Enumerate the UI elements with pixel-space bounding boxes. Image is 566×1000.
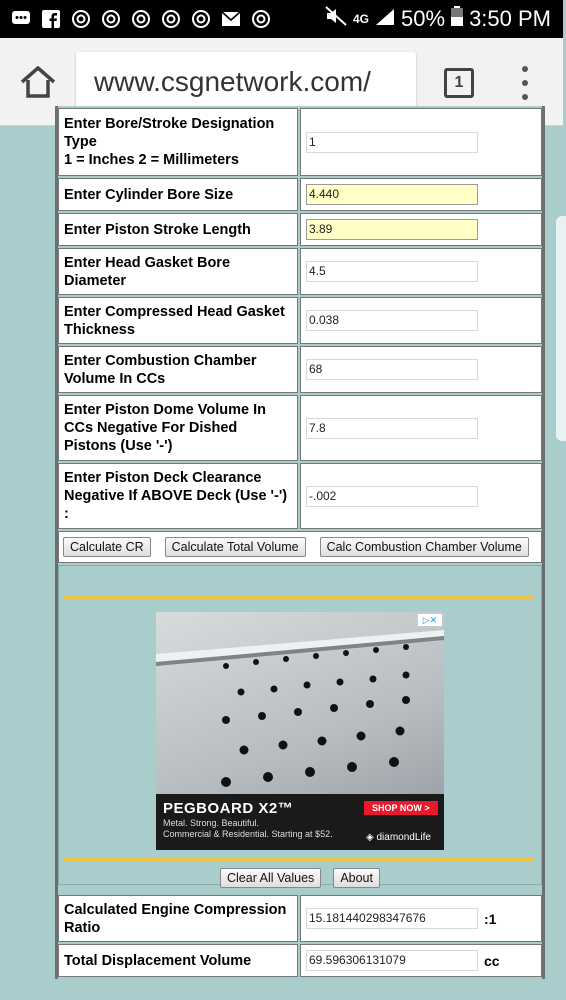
overflow-menu-icon[interactable] <box>518 66 532 100</box>
field-label: Enter Bore/Stroke Designation Type 1 = Inches 2 = Millimeters <box>58 108 298 176</box>
battery-icon <box>451 6 463 32</box>
result-label: Total Displacement Volume <box>58 944 298 977</box>
designation-type-input[interactable]: 1 <box>306 132 478 153</box>
field-label: Enter Head Gasket Bore Diameter <box>58 248 298 295</box>
form-row <box>58 248 542 295</box>
gasket-thickness-input[interactable]: 0.038 <box>306 310 478 331</box>
advertisement[interactable] <box>156 612 444 850</box>
ad-container <box>58 565 542 885</box>
chrome-icon <box>130 8 152 30</box>
ad-brand: ◈ diamondLife <box>366 832 431 843</box>
signal-icon <box>375 6 395 32</box>
deck-clearance-input[interactable]: -.002 <box>306 486 478 507</box>
form-row <box>58 213 542 246</box>
result-unit: :1 <box>484 910 497 927</box>
calc-chamber-volume-button[interactable]: Calc Combustion Chamber Volume <box>320 537 529 557</box>
form-row <box>58 463 542 529</box>
chamber-volume-input[interactable]: 68 <box>306 359 478 380</box>
form-row <box>58 108 542 176</box>
mail-icon <box>220 8 242 30</box>
ad-banner <box>156 794 444 850</box>
ad-divider <box>63 858 533 862</box>
form-row <box>58 395 542 461</box>
field-label: Enter Cylinder Bore Size <box>58 178 298 211</box>
ad-tagline: Metal. Strong. Beautiful. Commercial & Residential. Starting at $52. <box>163 818 333 839</box>
chrome-icon <box>190 8 212 30</box>
url-input[interactable]: www.csgnetwork.com/ <box>76 52 416 112</box>
status-bar <box>0 0 563 38</box>
page-content <box>0 116 563 1000</box>
form-row <box>58 178 542 211</box>
result-row <box>58 895 542 942</box>
result-row <box>58 944 542 977</box>
chrome-icon <box>160 8 182 30</box>
edge-panel-handle[interactable] <box>556 216 566 441</box>
displacement-output: 69.596306131079 <box>306 950 478 971</box>
stroke-length-input[interactable]: 3.89 <box>306 219 478 240</box>
chrome-icon <box>70 8 92 30</box>
calculate-total-volume-button[interactable]: Calculate Total Volume <box>165 537 306 557</box>
diamond-logo-icon: ◈ <box>366 832 377 843</box>
calculator-frame <box>55 106 545 979</box>
network-type: 4G <box>353 12 370 26</box>
clock: 3:50 PM <box>469 6 551 31</box>
form-row <box>58 297 542 344</box>
chrome-icon <box>250 8 272 30</box>
field-label: Enter Piston Stroke Length <box>58 213 298 246</box>
ad-title: PEGBOARD X2™ <box>163 800 294 817</box>
form-row <box>58 346 542 393</box>
gasket-bore-input[interactable]: 4.5 <box>306 261 478 282</box>
battery-level: 50% <box>401 6 446 31</box>
shop-now-button[interactable]: SHOP NOW > <box>364 801 438 815</box>
field-label: Enter Compressed Head Gasket Thickness <box>58 297 298 344</box>
chrome-icon <box>100 8 122 30</box>
ad-choices-icon[interactable]: ▷✕ <box>418 614 442 626</box>
result-label: Calculated Engine Compression Ratio <box>58 895 298 942</box>
field-label: Enter Piston Deck Clearance Negative If ABOVE Deck (Use '-') : <box>58 463 298 529</box>
chat-bubble-icon <box>10 8 32 30</box>
about-button[interactable]: About <box>333 868 380 888</box>
ad-divider <box>63 596 533 600</box>
bore-size-input[interactable]: 4.440 <box>306 184 478 205</box>
pegboard-image <box>156 612 444 794</box>
calculate-cr-button[interactable]: Calculate CR <box>63 537 151 557</box>
facebook-icon <box>40 8 62 30</box>
field-label: Enter Combustion Chamber Volume In CCs <box>58 346 298 393</box>
field-label: Enter Piston Dome Volume In CCs Negative For Dished Pistons (Use '-') <box>58 395 298 461</box>
clear-all-values-button[interactable]: Clear All Values <box>220 868 321 888</box>
result-unit: cc <box>484 952 500 969</box>
mute-icon <box>325 6 347 32</box>
calc-button-row <box>58 531 542 563</box>
compression-ratio-output: 15.181440298347676 <box>306 908 478 929</box>
home-icon[interactable] <box>18 64 58 100</box>
clear-button-row <box>58 863 542 893</box>
tab-switcher-button[interactable]: 1 <box>444 68 474 98</box>
dome-volume-input[interactable]: 7.8 <box>306 418 478 439</box>
